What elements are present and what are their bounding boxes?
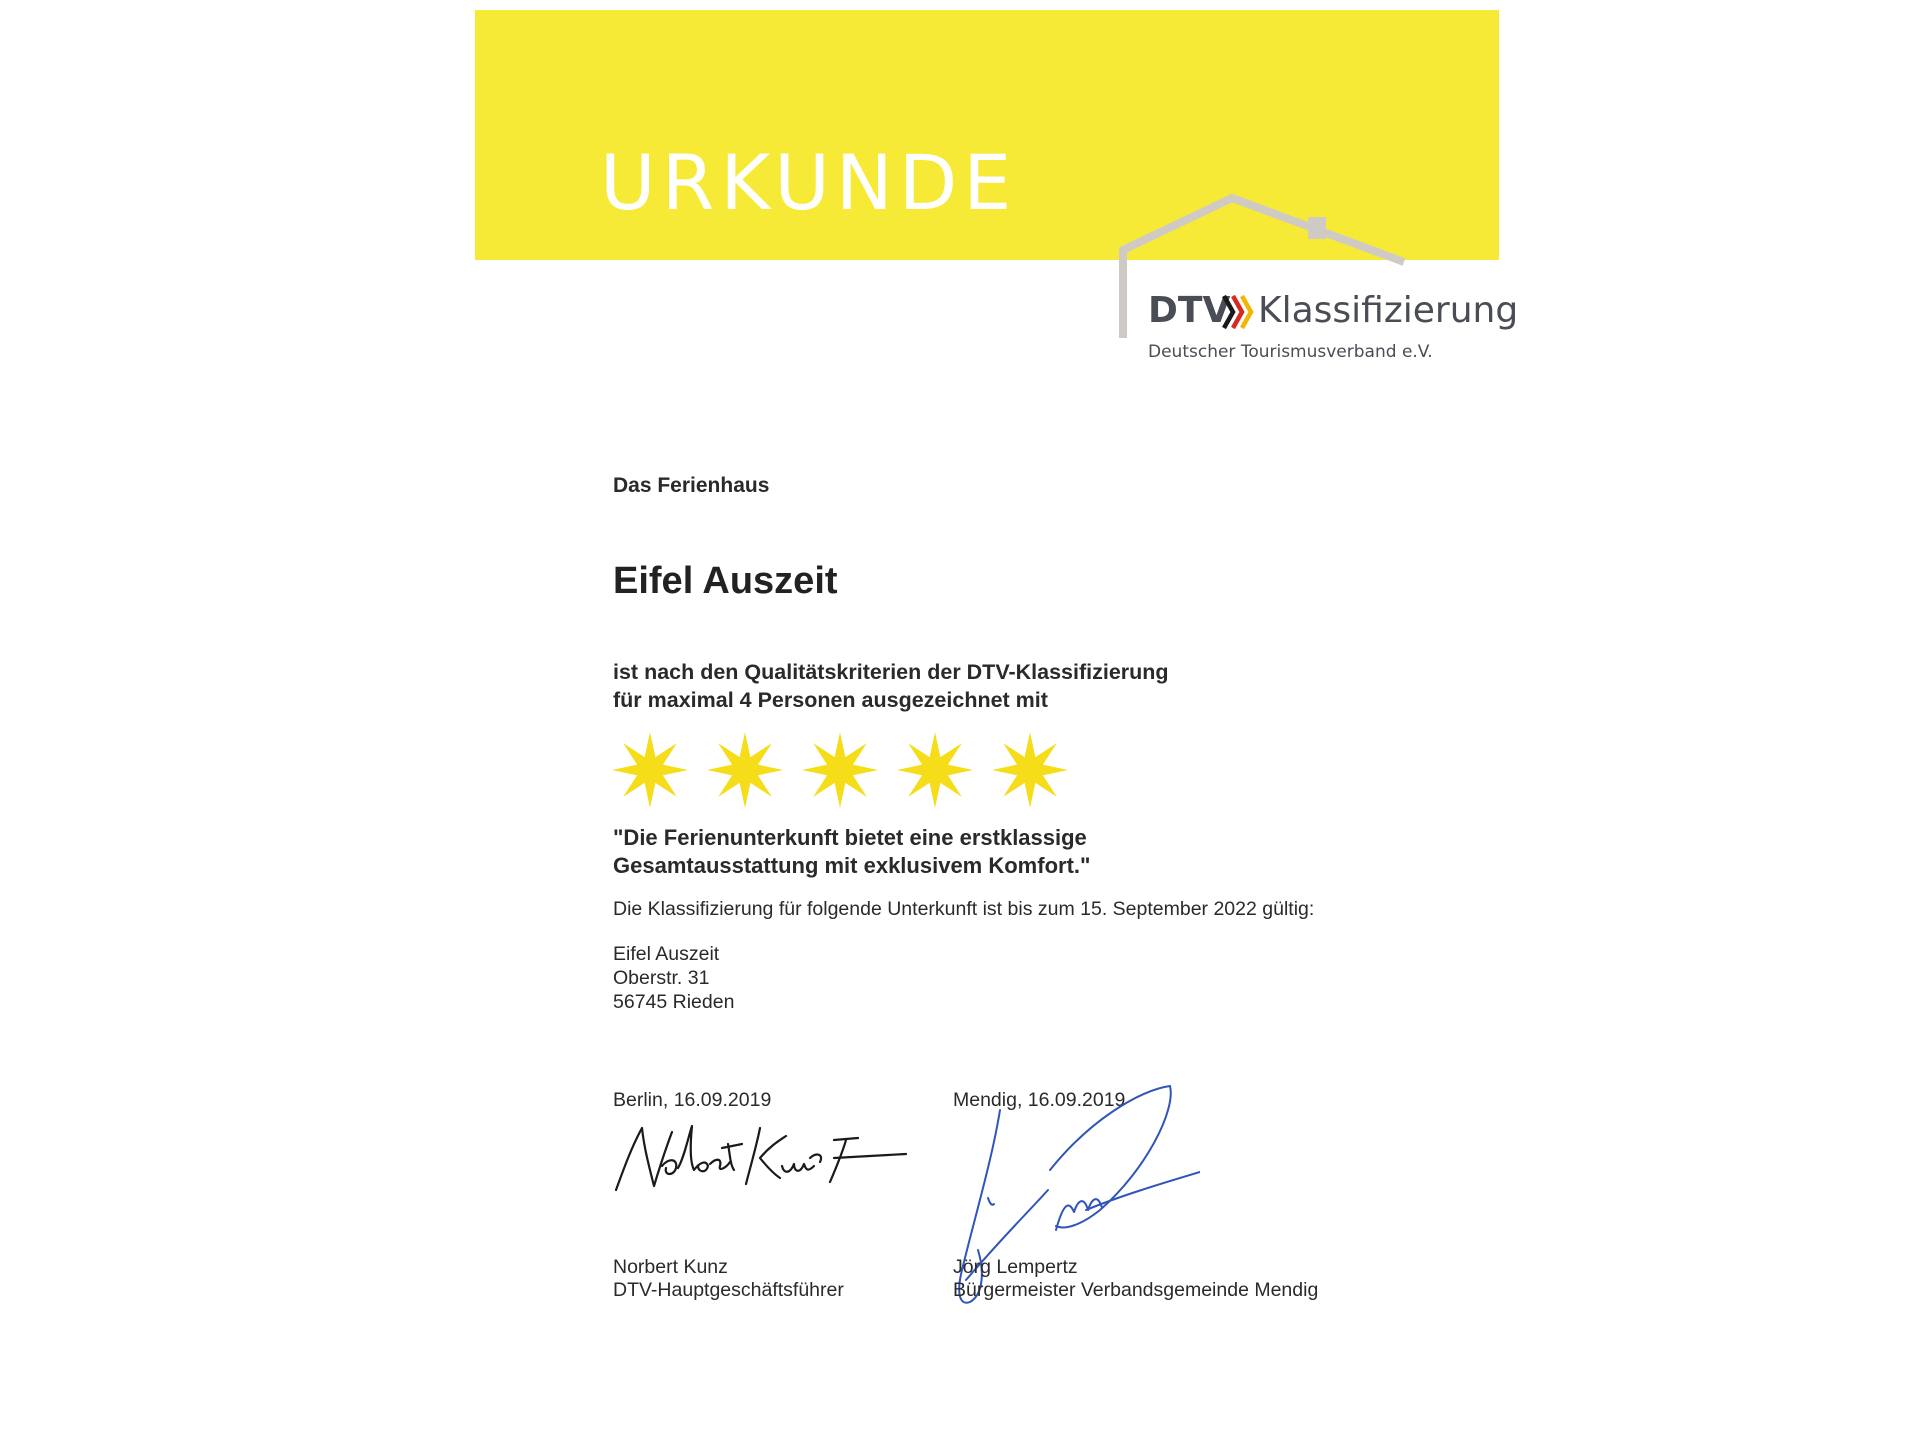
star-icon	[992, 732, 1068, 808]
quote-line: "Die Ferienunterkunft bietet eine erstklassige	[613, 825, 1087, 850]
signer-right-name: Jörg Lempertz	[953, 1256, 1078, 1278]
quote-text	[613, 824, 1090, 880]
criteria-line: ist nach den Qualitätskriterien der DTV-Klassifizierung	[613, 660, 1169, 684]
star-icon	[707, 732, 783, 808]
logo-association: Deutscher Tourismusverband e.V.	[1148, 342, 1433, 362]
address-city: 56745 Rieden	[613, 991, 735, 1013]
signer-left	[613, 1256, 844, 1302]
property-name: Eifel Auszeit	[613, 560, 838, 602]
signer-left-role: DTV-Hauptgeschäftsführer	[613, 1279, 844, 1301]
star-icon	[897, 732, 973, 808]
logo-brand: DTV	[1148, 290, 1231, 331]
signature-left	[610, 1118, 910, 1198]
signer-right	[953, 1256, 1318, 1302]
signer-left-name: Norbert Kunz	[613, 1256, 728, 1278]
star-icon	[802, 732, 878, 808]
criteria-text	[613, 658, 1169, 714]
quote-line: Gesamtausstattung mit exklusivem Komfort."	[613, 853, 1091, 878]
star-icon	[612, 732, 688, 808]
intro-text: Das Ferienhaus	[613, 474, 770, 497]
criteria-line: für maximal 4 Personen ausgezeichnet mit	[613, 688, 1048, 712]
address-name: Eifel Auszeit	[613, 943, 720, 965]
signer-right-role: Bürgermeister Verbandsgemeinde Mendig	[953, 1279, 1319, 1301]
address-block	[613, 942, 734, 1014]
place-date-left: Berlin, 16.09.2019	[613, 1089, 772, 1111]
address-street: Oberstr. 31	[613, 967, 710, 989]
place-date-right: Mendig, 16.09.2019	[953, 1089, 1126, 1111]
logo-name: Klassifizierung	[1258, 290, 1519, 331]
chevrons-icon	[1220, 292, 1256, 332]
certificate-title: URKUNDE	[600, 138, 1018, 227]
validity-text: Die Klassifizierung für folgende Unterkunft ist bis zum 15. September 2022 gültig:	[613, 898, 1315, 920]
star-rating	[610, 728, 1090, 818]
